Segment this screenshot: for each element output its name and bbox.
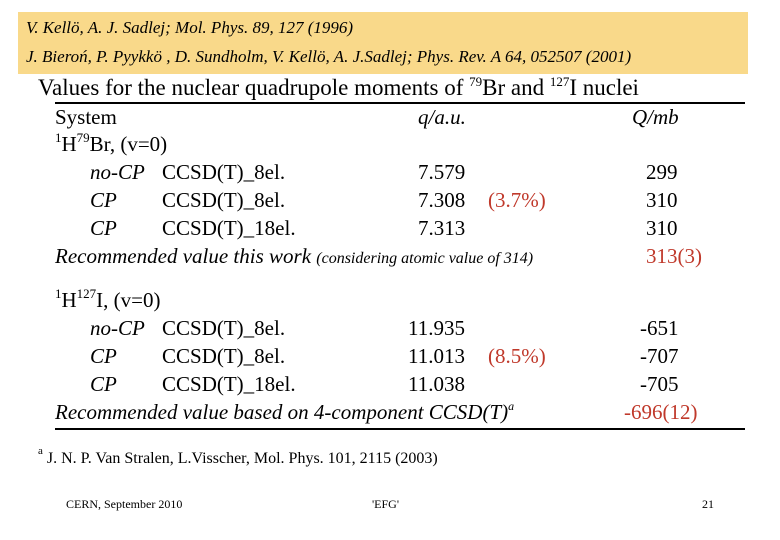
br-row-1-q: 7.579 [418,160,466,184]
br-row-3-method: CP [90,216,117,240]
i-row-3-method: CP [90,372,117,396]
br-row-1-Q: 299 [646,160,678,184]
footnote: $^a$ J. N. P. Van Stralen, L.Visscher, Mol. Phys. 101, 2115 (2003) [38,445,438,467]
i-row-3-basis: CCSD(T)_18el. [162,372,296,396]
i-row-1-q: 11.935 [408,316,465,340]
i-row-1-Q: -651 [640,316,679,340]
reference-2: J. Bieroń, P. Pyykkö , D. Sundholm, V. Kellö, A. J.Sadlej; Phys. Rev. A 64, 052507 (2001) [26,47,632,66]
i-row-2-q: 11.013 [408,344,465,368]
footer-left: CERN, September 2010 [66,497,183,511]
br-row-3-q: 7.313 [418,216,466,240]
table-top-rule [55,102,745,104]
br-row-3-Q: 310 [646,216,678,240]
slide-title: Values for the nuclear quadrupole moments of $^{79}$Br and $^{127}$I nuclei [38,74,639,100]
br-row-2-method: CP [90,188,117,212]
i-row-1-method: no-CP [90,316,145,340]
system-hi-label: $^1H^{127}I$, (v=0) [55,286,161,312]
system-hbr-label: $^1H^{79}Br$, (v=0) [55,130,168,156]
br-row-1-basis: CCSD(T)_8el. [162,160,286,184]
br-recommended-Q: 313(3) [646,244,702,268]
br-row-1-method: no-CP [90,160,145,184]
i-recommended-Q: -696(12) [624,400,698,424]
br-row-3-basis: CCSD(T)_18el. [162,216,296,240]
i-recommended: Recommended value based on 4-component $CCSD(T)^a$ [55,399,515,424]
br-row-2-note: (3.7%) [488,188,546,212]
i-row-3-Q: -705 [640,372,679,396]
header-q: q/a.u. [418,105,466,129]
i-row-2-basis: CCSD(T)_8el. [162,344,286,368]
br-row-2-q: 7.308 [418,188,466,212]
i-row-3-q: 11.038 [408,372,465,396]
i-row-1-basis: CCSD(T)_8el. [162,316,286,340]
footer-center: 'EFG' [372,497,399,511]
i-row-2-note: (8.5%) [488,344,546,368]
table-bottom-rule [55,428,745,430]
br-recommended: Recommended value this work (considering atomic value of 314) [55,244,534,268]
page-number: 21 [702,497,714,511]
br-row-2-Q: 310 [646,188,678,212]
i-row-2-Q: -707 [640,344,679,368]
header-system: System [55,105,117,129]
reference-1: V. Kellö, A. J. Sadlej; Mol. Phys. 89, 127 (1996) [26,18,354,37]
br-row-2-basis: CCSD(T)_8el. [162,188,286,212]
i-row-2-method: CP [90,344,117,368]
header-Q: Q/mb [632,105,679,129]
